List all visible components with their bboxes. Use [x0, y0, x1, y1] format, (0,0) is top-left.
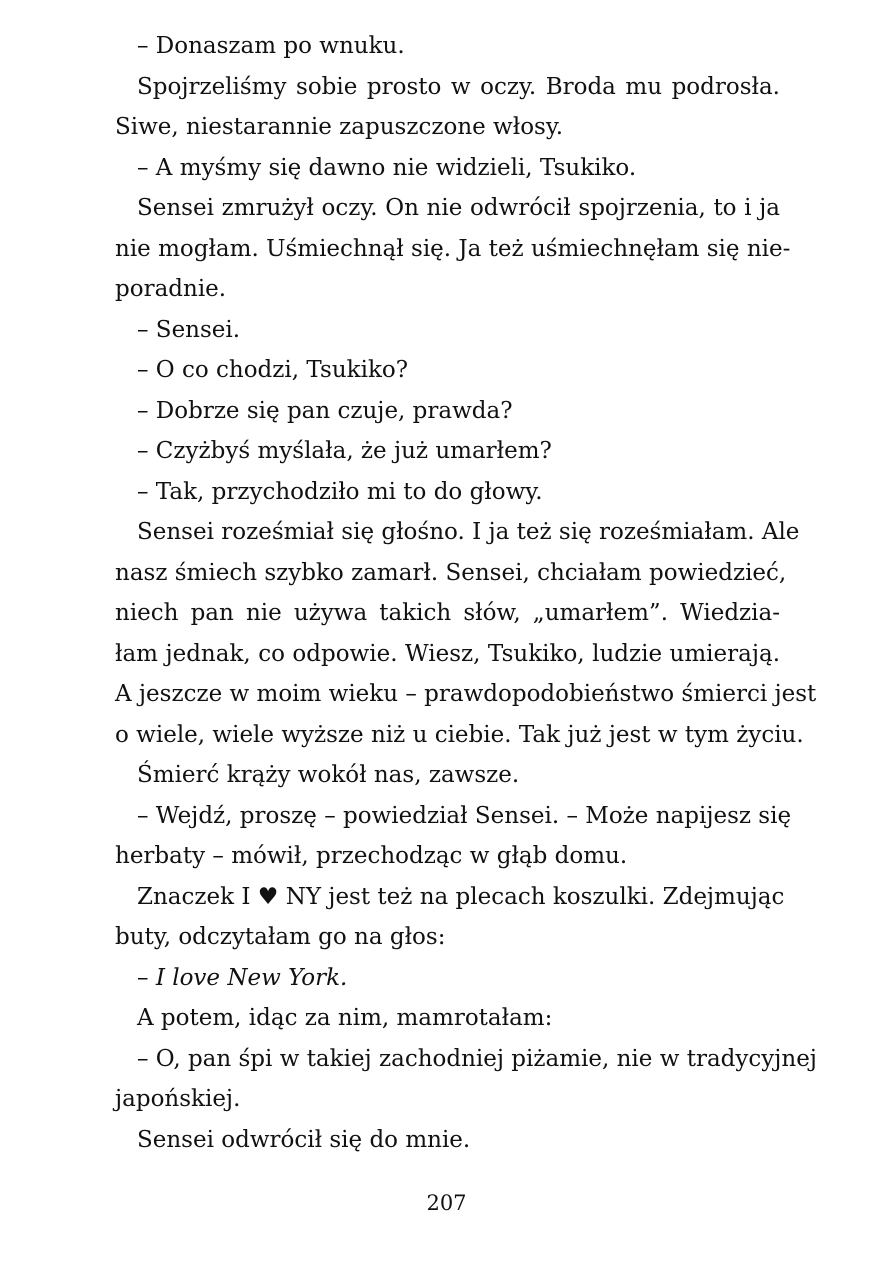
text-line: herbaty – mówił, przechodząc w głąb domu. — [115, 843, 628, 869]
text-line: – O, pan śpi w takiej zachodniej piżamie, nie w tradycyjnej — [137, 1045, 817, 1072]
text-line: buty, odczytałam go na głos: — [115, 924, 446, 950]
text-line: Znaczek I ♥ NY jest też na plecach koszulki. Zdejmując — [137, 883, 785, 910]
text-line-italic: – I love New York. — [137, 964, 348, 991]
text-line: – Sensei. — [137, 316, 241, 343]
text-line: – Wejdź, proszę – powiedział Sensei. – Może napijesz się — [137, 802, 792, 829]
text-line: poradnie. — [115, 276, 227, 302]
text-line: A jeszcze w moim wieku – prawdopodobieństwo śmierci jest — [115, 681, 817, 707]
page-body — [115, 26, 817, 1160]
text-line: – Donaszam po wnuku. — [137, 33, 405, 59]
text-line: japońskiej. — [115, 1086, 241, 1112]
text-line: – A myśmy się dawno nie widzieli, Tsukiko. — [137, 154, 637, 181]
text-line: – O co chodzi, Tsukiko? — [137, 357, 409, 383]
text-line: nasz śmiech szybko zamarł. Sensei, chciałam powiedzieć, — [115, 559, 787, 586]
text-line: nie mogłam. Uśmiechnął się. Ja też uśmiechnęłam się nie- — [115, 235, 791, 262]
text-line: A potem, idąc za nim, mamrotałam: — [137, 1005, 553, 1031]
text-line: Spojrzeliśmy sobie prosto w oczy. Broda mu podrosła. — [137, 73, 780, 100]
text-line: – Dobrze się pan czuje, prawda? — [137, 397, 513, 424]
text-line: Śmierć krąży wokół nas, zawsze. — [137, 762, 520, 788]
text-line: – Tak, przychodziło mi to do głowy. — [137, 478, 543, 505]
page-number: 207 — [426, 1191, 467, 1215]
text-line: Sensei odwrócił się do mnie. — [137, 1126, 471, 1153]
text-line: Sensei roześmiał się głośno. I ja też się roześmiałam. Ale — [137, 519, 800, 545]
text-line: Siwe, niestarannie zapuszczone włosy. — [115, 114, 564, 140]
text-line: Sensei zmrużył oczy. On nie odwrócił spojrzenia, to i ja — [137, 195, 780, 221]
text-line: niech pan nie używa takich słów, „umarłem”. Wiedzia- — [115, 600, 780, 626]
text-line: – Czyżbyś myślała, że już umarłem? — [137, 438, 552, 464]
text-line: o wiele, wiele wyższe niż u ciebie. Tak już jest w tym życiu. — [115, 721, 804, 748]
text-line: łam jednak, co odpowie. Wiesz, Tsukiko, ludzie umierają. — [115, 640, 780, 667]
